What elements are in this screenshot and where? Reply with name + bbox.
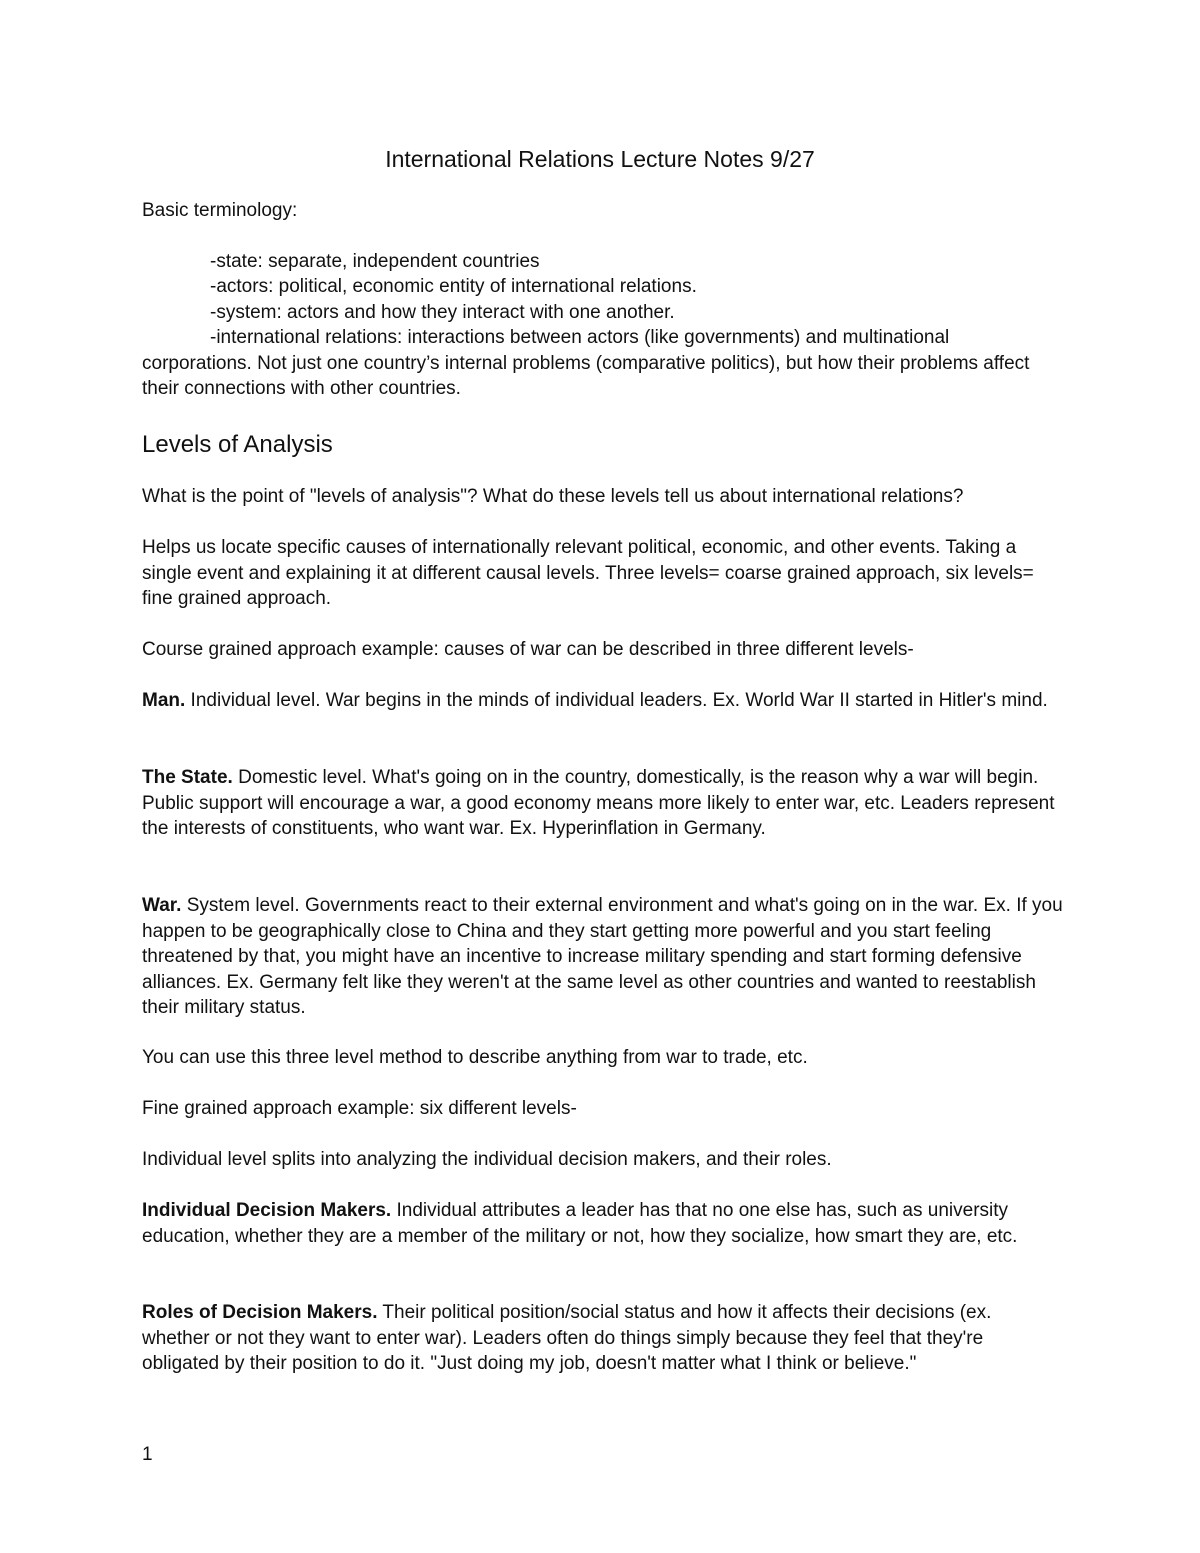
level-state-text: Domestic level. What's going on in the country, domestically, is the reason why a war will begin. Public support will encourage a war, a good economy means more likely to enter war, etc. Leaders represent the interests of constituents, who want war. Ex. Hyperinflation in Germany. [142,767,1055,840]
level-state [142,765,1064,842]
decision-makers-text: Individual attributes a leader has that no one else has, such as university education, whether they are a member of the military or not, how they socialize, how smart they are, etc. [142,1200,1018,1247]
level-war [142,893,1064,1021]
term-system: -system: actors and how they interact with one another. [210,302,675,323]
level-state-label: The State. [142,767,233,788]
page-number: 1 [142,1444,153,1465]
level-war-label: War. [142,895,182,916]
coarse-grained-intro: Course grained approach example: causes of war can be described in three different levels- [142,639,914,660]
section-heading-levels: Levels of Analysis [142,431,333,458]
level-individual-decision-makers [142,1198,1064,1249]
level-man-label: Man. [142,690,186,711]
individual-split-note: Individual level splits into analyzing the individual decision makers, and their roles. [142,1149,832,1170]
roles-label: Roles of Decision Makers. [142,1302,378,1323]
question-paragraph: What is the point of "levels of analysis"? What do these levels tell us about international relations? [142,486,964,507]
level-man-text: Individual level. War begins in the minds of individual leaders. Ex. World War II started in Hitler's mind. [185,690,1048,711]
term-state: -state: separate, independent countries [210,251,540,272]
term-international-relations: -international relations: interactions between actors (like governments) and multinational corporations. Not just one country’s internal problems (comparative politics), but how their problems affect their connections with other countries. [142,327,1030,400]
decision-makers-label: Individual Decision Makers. [142,1200,392,1221]
three-level-note: You can use this three level method to describe anything from war to trade, etc. [142,1047,808,1068]
level-war-text: System level. Governments react to their external environment and what's going on in the war. Ex. If you happen to be geographically close to China and they start getting more powerful and you start feeling threatened by that, you might have an incentive to increase military spending and start forming defensive alliances. Ex. Germany felt like they weren't at the same level as other countries and wanted to reestablish their military status. [142,895,1063,1019]
level-man [142,688,1064,714]
fine-grained-intro: Fine grained approach example: six different levels- [142,1098,577,1119]
roles-text: Their political position/social status and how it affects their decisions (ex. whether or not they want to enter war). Leaders often do things simply because they feel that they're obligated by their position to do it. "Just doing my job, doesn't matter what I think or believe." [142,1302,992,1375]
level-roles-of-decision-makers [142,1300,1064,1377]
terminology-intro: Basic terminology: [142,200,298,221]
answer-paragraph: Helps us locate specific causes of internationally relevant political, economic, and other events. Taking a single event and explaining it at different causal levels. Three levels= coarse grained approach, six levels= fine grained approach. [142,537,1034,610]
term-actors: -actors: political, economic entity of international relations. [210,276,697,297]
document-title: International Relations Lecture Notes 9/27 [385,146,815,172]
